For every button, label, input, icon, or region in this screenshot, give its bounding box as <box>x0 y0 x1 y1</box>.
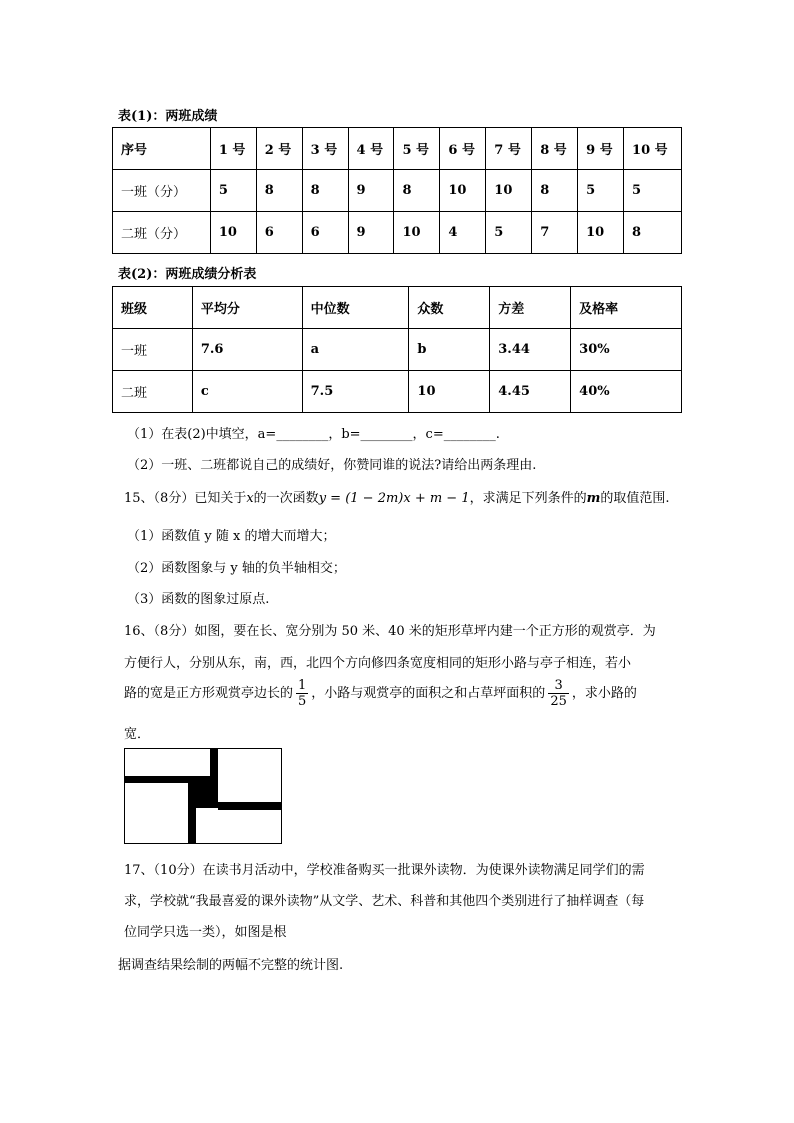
header-cell: 8 号 <box>532 128 578 170</box>
q15-item1: （1）函数值 y 随 x 的增大而增大； <box>127 529 336 544</box>
fraction-one-fifth <box>296 678 308 709</box>
table-cell: 6 <box>302 212 348 254</box>
header-cell: 7 号 <box>486 128 532 170</box>
header-cell: 及格率 <box>571 287 682 329</box>
table-cell: 7 <box>532 212 578 254</box>
table-cell: 10 <box>394 212 440 254</box>
header-cell: 1 号 <box>210 128 256 170</box>
q15-tail-b: 的取值范围. <box>600 491 670 506</box>
frac1-num: 1 <box>298 678 307 693</box>
table-row <box>113 170 682 212</box>
header-cell: 6 号 <box>440 128 486 170</box>
south-path <box>188 806 196 843</box>
table-cell: 6 <box>256 212 302 254</box>
table-header-row <box>113 128 682 170</box>
table-cell: 8 <box>624 212 682 254</box>
q15-item3: （3）函数的图象过原点. <box>127 592 270 607</box>
header-cell: 序号 <box>113 128 211 170</box>
table-cell: 5 <box>210 170 256 212</box>
q16-line1: 16、（8分）如图，要在长、宽分别为 50 米、40 米的矩形草坪内建一个正方形的观赏亭．为 <box>124 624 656 639</box>
q14-part1: （1）在表(2)中填空，a=________，b=________，c=________. <box>127 427 500 442</box>
table-cell: 10 <box>486 170 532 212</box>
q17-line3: 位同学只选一类），如图是根 <box>124 925 287 940</box>
table-cell: 40% <box>571 371 682 413</box>
frac2-num: 3 <box>548 678 569 694</box>
table-cell: 7.6 <box>192 329 302 371</box>
table-cell: 5 <box>486 212 532 254</box>
header-cell: 9 号 <box>578 128 624 170</box>
header-cell: 5 号 <box>394 128 440 170</box>
fraction-three-25ths <box>548 678 569 709</box>
q15-item2: （2）函数图象与 y 轴的负半轴相交； <box>127 561 346 576</box>
table-cell: 8 <box>532 170 578 212</box>
table-cell: 10 <box>578 212 624 254</box>
q15-stem <box>124 487 670 506</box>
table-cell: a <box>302 329 409 371</box>
q15-tail-a: ，求满足下列条件的 <box>469 491 587 506</box>
q17-line1: 17、（10分）在读书月活动中，学校准备购买一批课外读物．为使课外读物满足同学们的需 <box>124 863 645 878</box>
q16-line3-c: ，求小路的 <box>571 686 637 701</box>
scores-table <box>112 127 682 254</box>
header-cell: 4 号 <box>348 128 394 170</box>
frac2-den: 25 <box>550 694 567 709</box>
table-cell: 一班（分） <box>113 170 211 212</box>
analysis-table <box>112 286 682 413</box>
table-cell: 10 <box>440 170 486 212</box>
east-path <box>218 802 281 810</box>
pavilion-square <box>188 778 218 808</box>
table-cell: 9 <box>348 212 394 254</box>
q15-var-m: m <box>586 491 601 506</box>
q15-var-x: x <box>246 491 254 506</box>
table-cell: 二班 <box>113 371 193 413</box>
q16-line3-a: 路的宽是正方形观赏亭边长的 <box>124 686 294 701</box>
q16-line3-b: ，小路与观赏亭的面积之和占草坪面积的 <box>311 686 546 701</box>
table2-caption: 表(2)：两班成绩分析表 <box>118 267 257 282</box>
lawn-figure <box>124 748 282 844</box>
table-cell: 8 <box>394 170 440 212</box>
header-cell: 中位数 <box>302 287 409 329</box>
table-row <box>113 329 682 371</box>
q16-line4: 宽． <box>124 727 151 742</box>
table-cell: 10 <box>409 371 490 413</box>
table-cell: 30% <box>571 329 682 371</box>
header-cell: 3 号 <box>302 128 348 170</box>
table-cell: 7.5 <box>302 371 409 413</box>
table-row <box>113 212 682 254</box>
table-cell: 3.44 <box>490 329 571 371</box>
q14-part2: （2）一班、二班都说自己的成绩好，你赞同谁的说法?请给出两条理由. <box>127 458 537 473</box>
table-cell: 5 <box>578 170 624 212</box>
table-header-row <box>113 287 682 329</box>
q15-formula: y = (1 − 2m)x + m − 1 <box>318 491 470 506</box>
header-cell: 10 号 <box>624 128 682 170</box>
table-cell: 8 <box>256 170 302 212</box>
q15-lead: 15、（8分）已知关于 <box>124 491 247 506</box>
header-cell: 班级 <box>113 287 193 329</box>
q15-mid: 的一次函数 <box>253 491 319 506</box>
table-cell: c <box>192 371 302 413</box>
table-cell: 10 <box>210 212 256 254</box>
table-cell: 二班（分） <box>113 212 211 254</box>
table-cell: 5 <box>624 170 682 212</box>
table-cell: b <box>409 329 490 371</box>
table-cell: 一班 <box>113 329 193 371</box>
q16-line2: 方便行人，分别从东，南，西，北四个方向修四条宽度相同的矩形小路与亭子相连，若小 <box>124 656 632 671</box>
q16-line3 <box>124 678 637 709</box>
table-cell: 4 <box>440 212 486 254</box>
q17-line2: 求，学校就“我最喜爱的课外读物”从文学、艺术、科普和其他四个类别进行了抽样调查（每 <box>124 894 645 909</box>
frac1-den: 5 <box>298 694 307 709</box>
header-cell: 2 号 <box>256 128 302 170</box>
header-cell: 方差 <box>490 287 571 329</box>
header-cell: 众数 <box>409 287 490 329</box>
header-cell: 平均分 <box>192 287 302 329</box>
table-cell: 8 <box>302 170 348 212</box>
table-cell: 9 <box>348 170 394 212</box>
table-cell: 4.45 <box>490 371 571 413</box>
table1-caption: 表(1)：两班成绩 <box>118 109 218 124</box>
q17-line4: 据调查结果绘制的两幅不完整的统计图. <box>118 958 344 973</box>
table-row <box>113 371 682 413</box>
